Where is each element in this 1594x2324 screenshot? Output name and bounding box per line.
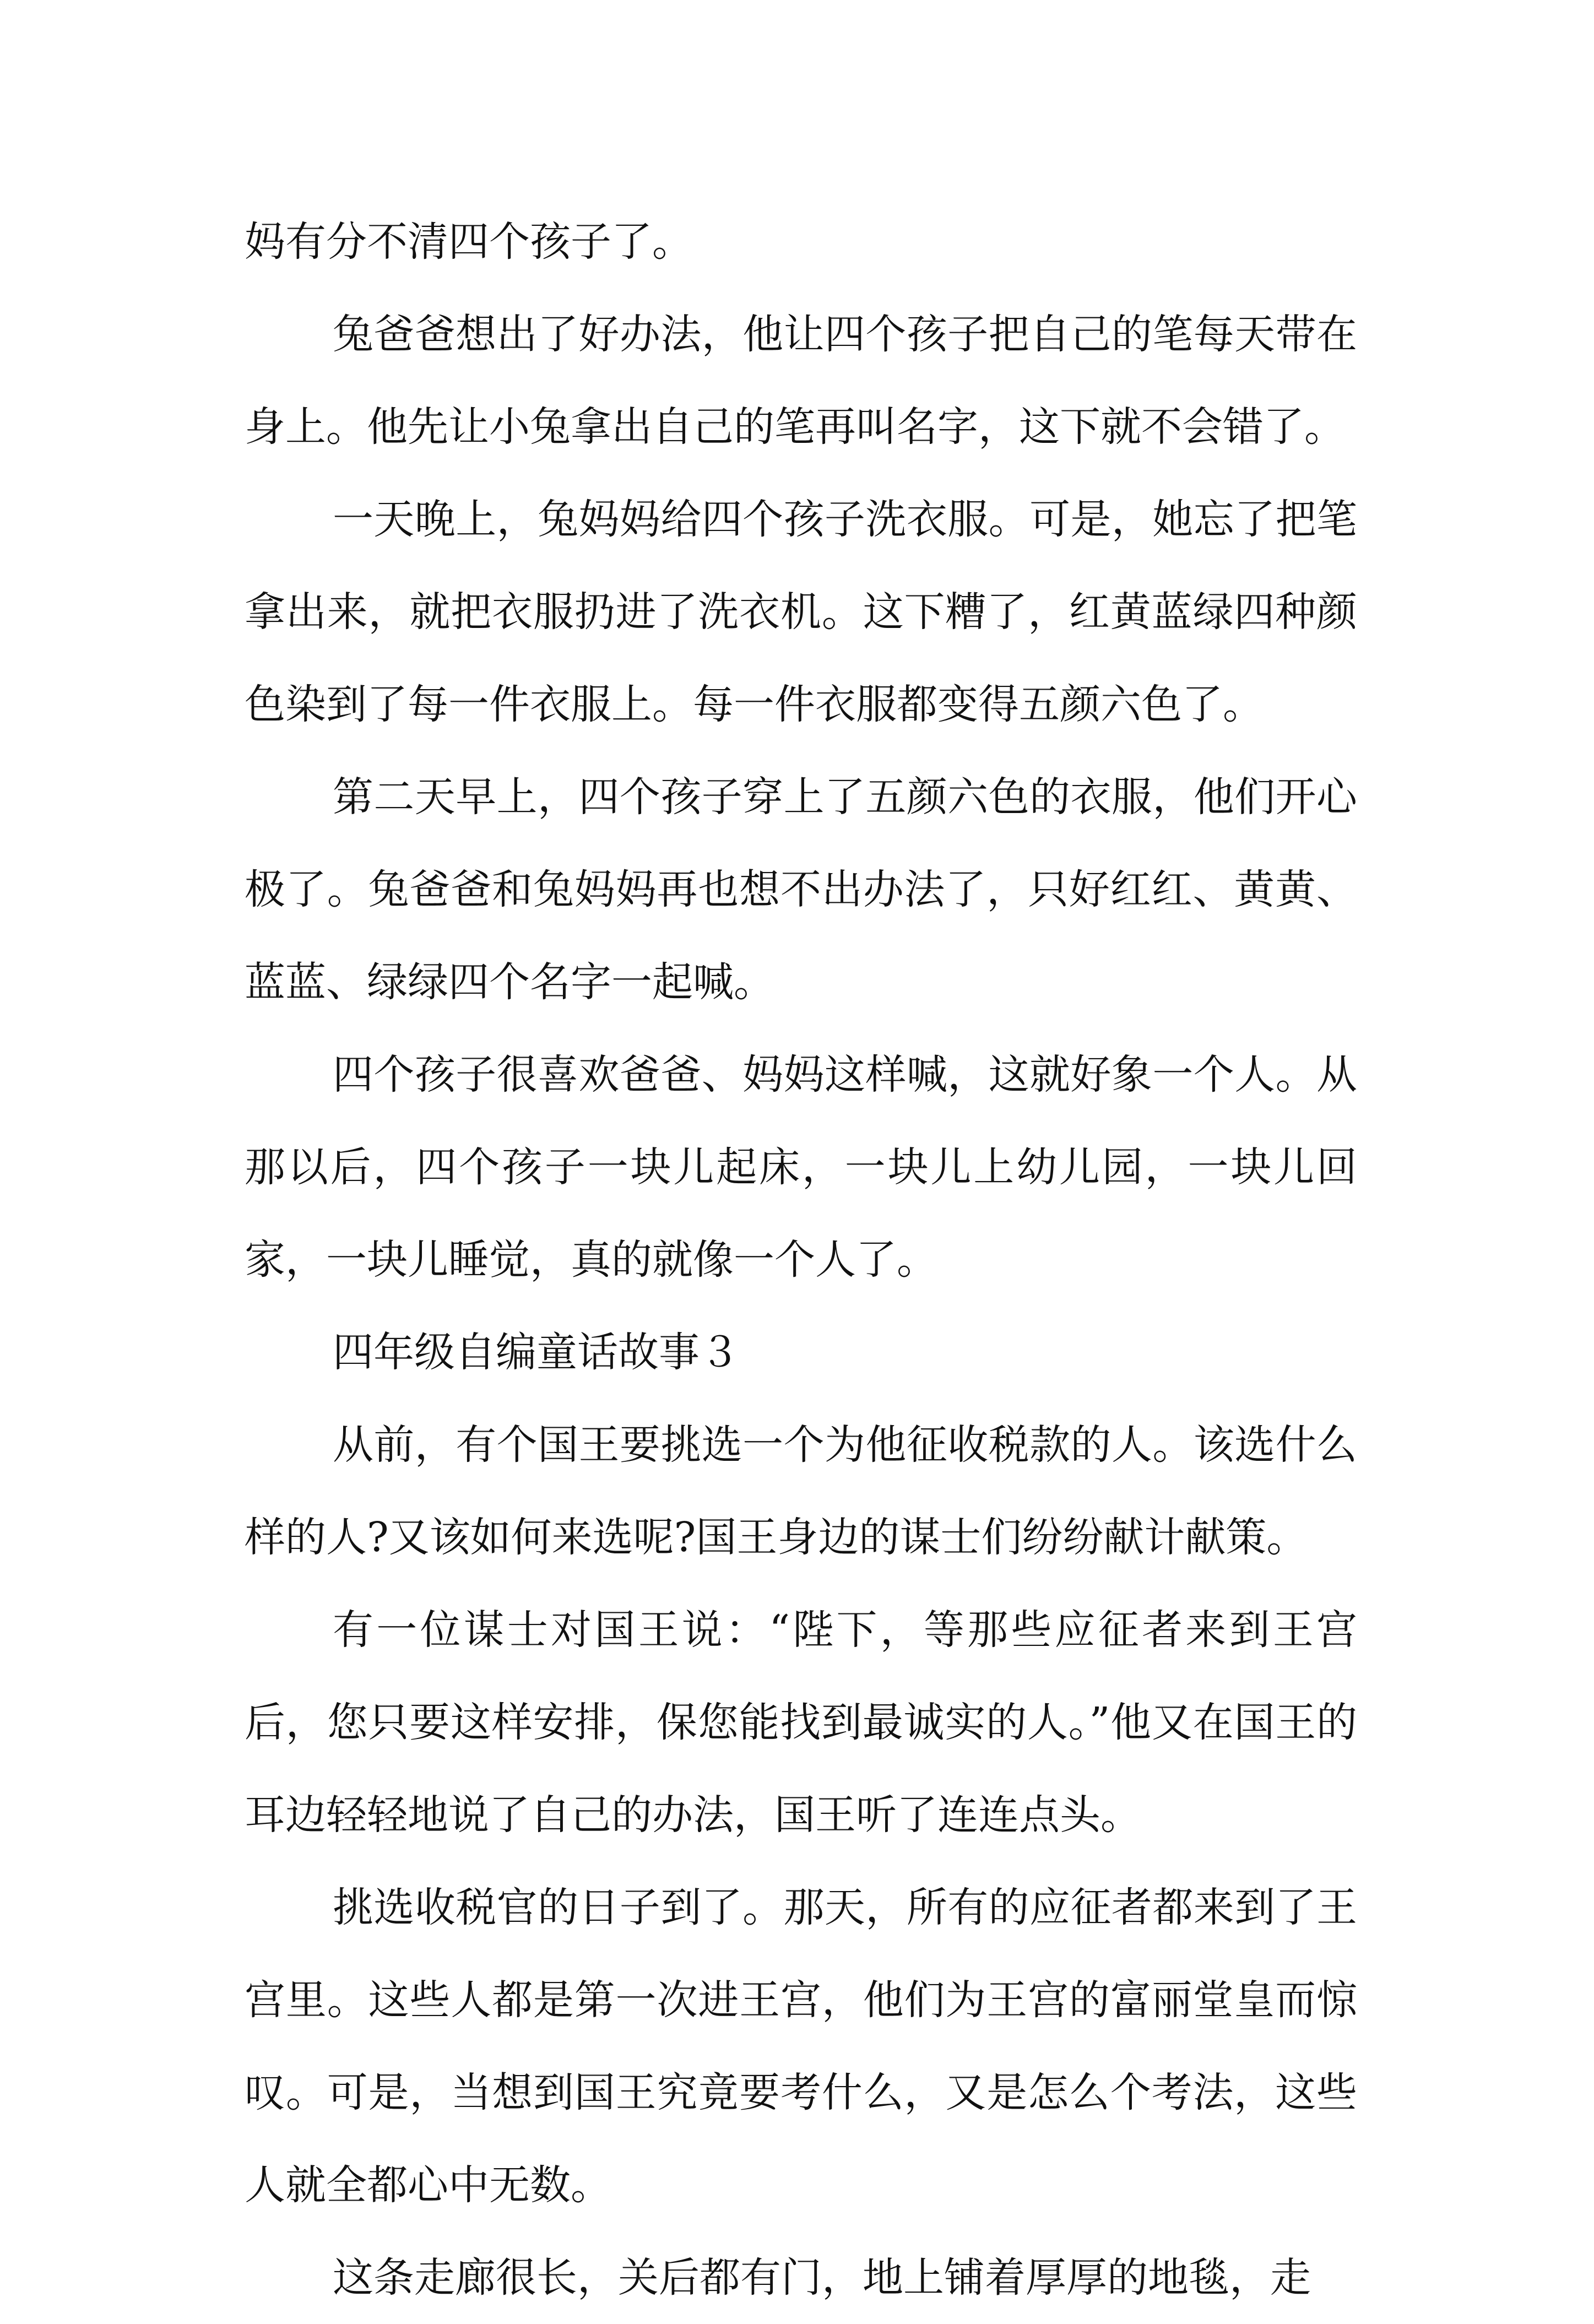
paragraph: 挑选收税官的日子到了。那天，所有的应征者都来到了王宫里。这些人都是第一次进王宫，他们为王宫的富丽堂皇而惊叹。可是，当想到国王究竟要考什么，又是怎么个考法，这些人就全都心中无数。 xyxy=(245,1884,1357,2209)
paragraph: 妈有分不清四个孩子了。 xyxy=(245,218,693,266)
paragraph: 一天晚上，兔妈妈给四个孩子洗衣服。可是，她忘了把笔拿出来，就把衣服扔进了洗衣机。这下糟了，红黄蓝绿四种颜色染到了每一件衣服上。每一件衣服都变得五颜六色了。 xyxy=(245,496,1357,728)
paragraph: 第二天早上，四个孩子穿上了五颜六色的衣服，他们开心极了。兔爸爸和兔妈妈再也想不出办法了，只好红红、黄黄、蓝蓝、绿绿四个名字一起喊。 xyxy=(245,773,1357,1006)
paragraph: 这条走廊很长，关后都有门，地上铺着厚厚的地毯，走 xyxy=(333,2254,1311,2301)
paragraph: 有一位谋士对国王说：“陛下，等那些应征者来到王宫后，您只要这样安排，保您能找到最诚实的人。”他又在国王的耳边轻轻地说了自己的办法，国王听了连连点头。 xyxy=(245,1606,1357,1839)
paragraph: 四个孩子很喜欢爸爸、妈妈这样喊，这就好象一个人。从那以后，四个孩子一块儿起床，一块儿上幼儿园，一块儿回家，一块儿睡觉，真的就像一个人了。 xyxy=(245,1051,1357,1283)
document-body xyxy=(245,196,1357,2324)
paragraph: 兔爸爸想出了好办法，他让四个孩子把自己的笔每天带在身上。他先让小兔拿出自己的笔再叫名字，这下就不会错了。 xyxy=(245,311,1357,451)
section-heading: 四年级自编童话故事３ xyxy=(333,1329,740,1376)
paragraph: 从前，有个国王要挑选一个为他征收税款的人。该选什么样的人?又该如何来选呢?国王身边的谋士们纷纷献计献策。 xyxy=(245,1421,1357,1561)
